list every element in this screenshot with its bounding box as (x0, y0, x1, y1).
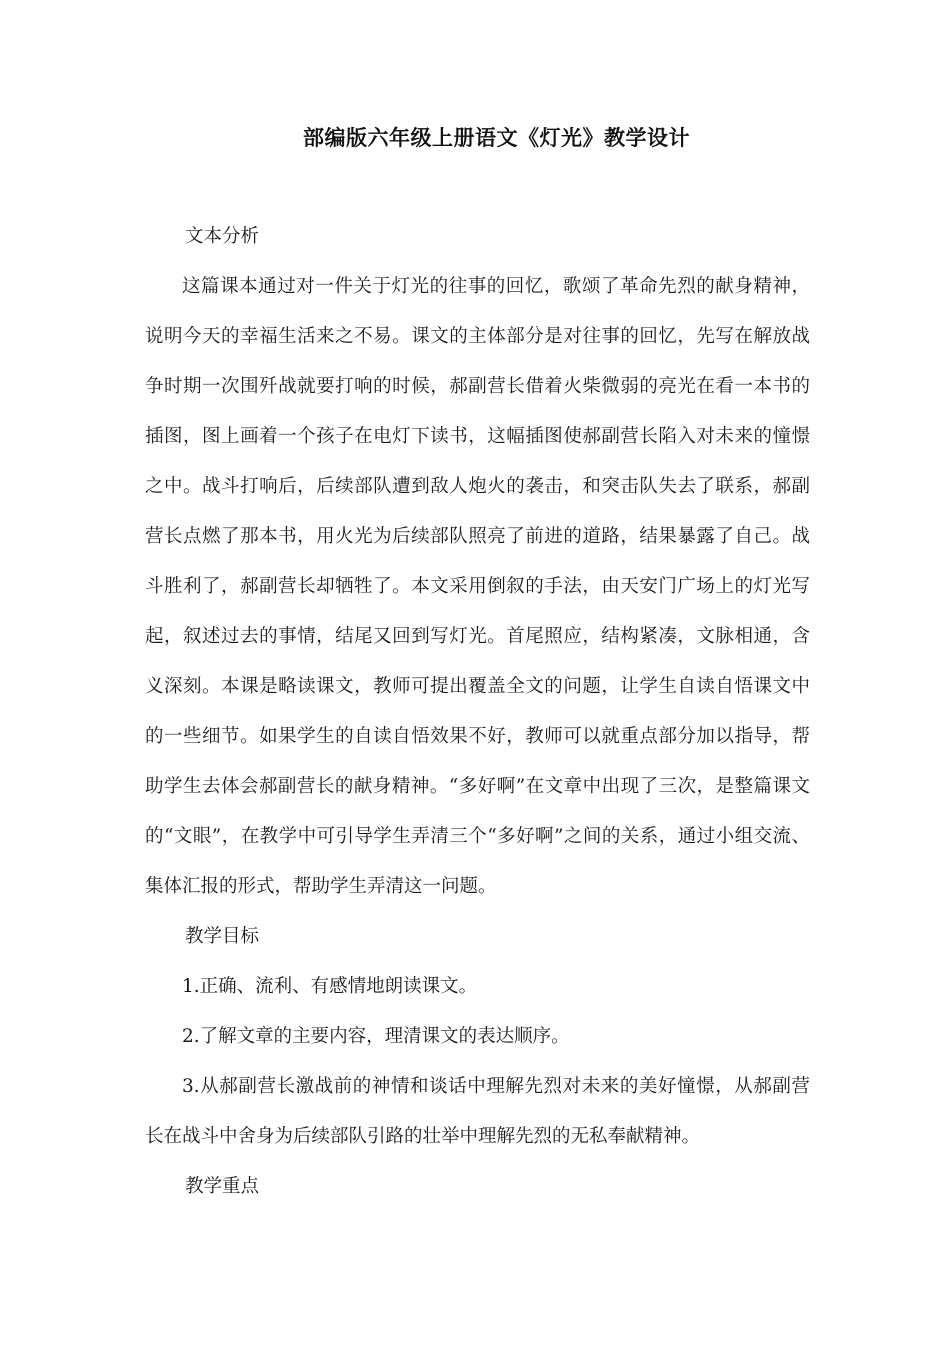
list-item: 1.正确、流利、有感情地朗读课文。 (182, 976, 478, 997)
document-title: 部编版六年级上册语文《灯光》教学设计 (303, 126, 690, 150)
paragraph-text-analysis: 这篇课本通过对一件关于灯光的往事的回忆，歌颂了革命先烈的献身精神，说明今天的幸福生活来之不易。课文的主体部分是对往事的回忆，先写在解放战争时期一次围歼战就要打响的时候，郝副营长借着火柴微弱的亮光在看一本书的插图，图上画着一个孩子在电灯下读书，这幅插图使郝副营长陷入对未来的憧憬之中。战斗打响后，后续部队遭到敌人炮火的袭击，和突击队失去了联系，郝副营长点燃了那本书，用火光为后续部队照亮了前进的道路，结果暴露了自己。战斗胜利了，郝副营长却牺牲了。本文采用倒叙的手法，由天安门广场上的灯光写起，叙述过去的事情，结尾又回到写灯光。首尾照应，结构紧凑，文脉相通，含义深刻。本课是略读课文，教师可提出覆盖全文的问题，让学生自读自悟课文中的一些细节。如果学生的自读自悟效果不好，教师可以就重点部分加以指导，帮助学生去体会郝副营长的献身精神。“多好啊”在文章中出现了三次，是整篇课文的“文眼”，在教学中可引导学生弄清三个“多好啊”之间的关系，通过小组交流、集体汇报的形式，帮助学生弄清这一问题。 (145, 276, 810, 897)
list-item: 2.了解文章的主要内容，理清课文的表达顺序。 (182, 1026, 570, 1047)
section-heading-text-analysis: 文本分析 (185, 226, 260, 247)
section-heading-teaching-goals: 教学目标 (185, 926, 260, 947)
list-item: 3.从郝副营长激战前的神情和谈话中理解先烈对未来的美好憧憬，从郝副营长在战斗中舍身为后续部队引路的壮举中理解先烈的无私奉献精神。 (145, 1076, 810, 1147)
document-body (145, 212, 810, 1212)
section-heading-teaching-focus: 教学重点 (185, 1176, 260, 1197)
